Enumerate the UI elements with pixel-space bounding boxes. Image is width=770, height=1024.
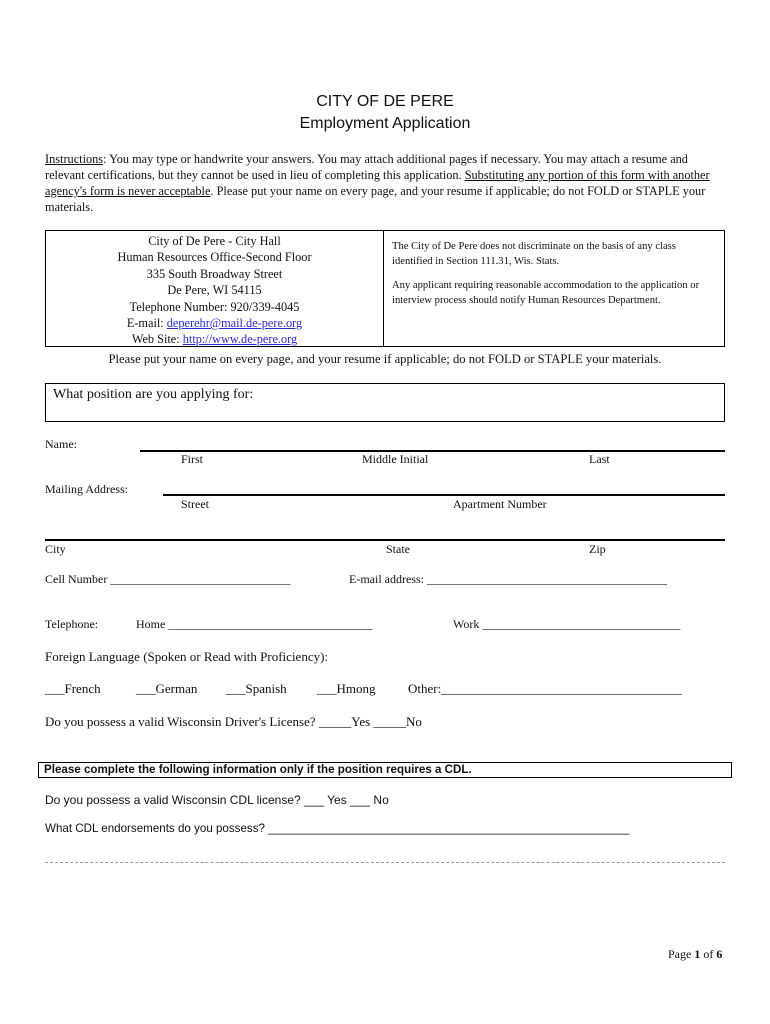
contact-city: De Pere, WI 54115 — [167, 283, 262, 298]
contact-box — [45, 230, 725, 347]
language-other[interactable]: Other:_____________________________________ — [408, 681, 682, 696]
name-input-line[interactable] — [140, 450, 725, 452]
language-hmong[interactable]: ___Hmong — [317, 681, 376, 696]
page-subtitle: Employment Application — [299, 115, 471, 132]
instructions — [45, 151, 730, 215]
address-apartment-label: Apartment Number — [453, 497, 547, 511]
language-french[interactable]: ___French — [45, 681, 101, 696]
contact-email-label: E-mail: — [126, 316, 167, 331]
contact-street: 335 South Broadway Street — [146, 266, 283, 281]
language-label: Foreign Language (Spoken or Read with Proficiency): — [45, 649, 329, 664]
name-middle-label: Middle Initial — [362, 452, 429, 466]
cdl-notice-period: . — [468, 763, 472, 776]
position-label: What position are you applying for: — [53, 387, 254, 402]
contact-email-link[interactable]: deperehr@mail.de-pere.org — [166, 316, 303, 331]
cdl-endorsements-question[interactable]: What CDL endorsements do you possess? ________________________________________________________ — [45, 822, 630, 835]
language-german[interactable]: ___German — [136, 681, 198, 696]
address-state-label: State — [386, 542, 410, 556]
cdl-notice-text: Please complete the following information only if the position requires a CDL — [44, 763, 469, 776]
notice — [392, 239, 717, 317]
position-field[interactable] — [45, 383, 725, 422]
home-phone-field[interactable]: Home __________________________________ — [136, 617, 373, 631]
telephone-label: Telephone: — [45, 617, 99, 631]
city-input-line[interactable] — [45, 539, 725, 541]
contact-web-link[interactable]: http://www.de-pere.org — [182, 332, 298, 347]
name-label: Name: — [45, 437, 77, 451]
drivers-license-question[interactable]: Do you possess a valid Wisconsin Driver's License? _____Yes _____No — [45, 714, 422, 729]
contact-address — [46, 233, 383, 348]
work-phone-field[interactable]: Work _________________________________ — [453, 617, 681, 631]
page-prefix: Page — [668, 947, 695, 961]
notice-accommodation: Any applicant requiring reasonable accommodation to the application or interview process should notify Human Resources Department. — [392, 280, 700, 306]
instructions-warning: Substituting any portion of this form with another agency's form is never acceptable — [45, 168, 710, 198]
contact-email-row — [46, 315, 383, 331]
page-total: 6 — [716, 947, 723, 961]
address-zip-label: Zip — [589, 542, 606, 556]
cdl-license-question[interactable]: Do you possess a valid Wisconsin CDL license? ___ Yes ___ No — [45, 793, 389, 807]
language-spanish[interactable]: ___Spanish — [226, 681, 287, 696]
instructions-text-end: . Please put your name on every page, and your resume if applicable; do not FOLD or STAPLE your materials. — [45, 184, 706, 214]
page-title: CITY OF DE PERE — [316, 93, 454, 110]
contact-web-row — [46, 331, 383, 347]
contact-phone: Telephone Number: 920/339-4045 — [129, 299, 300, 314]
notice-nondiscrimination: The City of De Pere does not discriminate on the basis of any class identified in Section 111.31, Wis. Stats. — [392, 241, 676, 267]
name-first-label: First — [181, 452, 204, 466]
reminder: Please put your name on every page, and your resume if applicable; do not FOLD or STAPLE your materials. — [108, 352, 662, 366]
box-divider — [383, 231, 384, 346]
address-street-label: Street — [181, 497, 209, 511]
cdl-notice — [38, 762, 732, 778]
email-field[interactable]: E-mail address: ________________________________________ — [349, 572, 667, 586]
name-last-label: Last — [589, 452, 610, 466]
contact-org: City of De Pere - City Hall — [148, 234, 281, 248]
address-city-label: City — [45, 542, 66, 556]
contact-office: Human Resources Office-Second Floor — [117, 250, 312, 265]
instructions-label: Instructions — [45, 152, 104, 166]
page-current: 1 — [694, 947, 701, 961]
address-label: Mailing Address: — [45, 482, 128, 496]
contact-web-label: Web Site: — [131, 332, 183, 347]
address-input-line[interactable] — [163, 494, 725, 496]
cell-number-field[interactable]: Cell Number ______________________________ — [45, 572, 291, 586]
page-of: of — [700, 947, 717, 961]
cdl-extra-line[interactable] — [45, 862, 725, 863]
page-number — [668, 947, 722, 962]
instructions-text: : You may type or handwrite your answers. You may attach additional pages if necessary. You may attach a resume and relevant certifications, but they cannot be used in lieu of completing this application. — [45, 152, 688, 182]
